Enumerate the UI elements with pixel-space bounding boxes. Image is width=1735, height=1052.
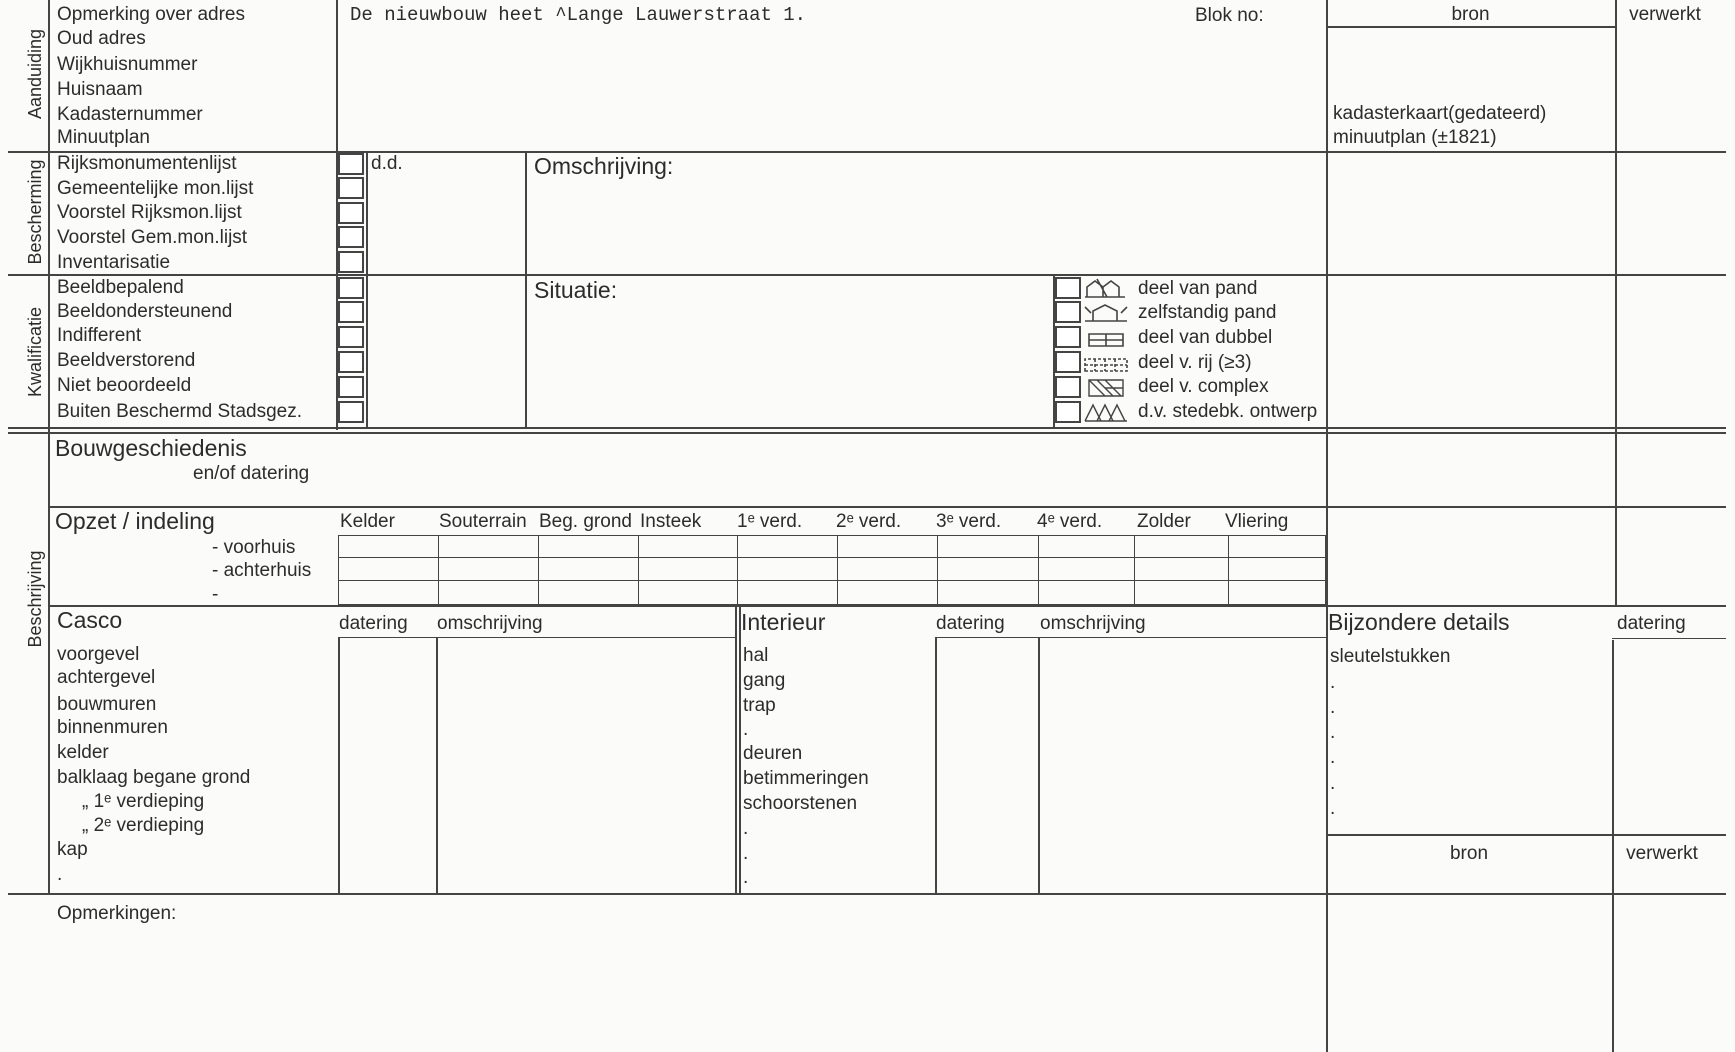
situatie-option: deel van dubbel <box>1138 327 1273 348</box>
opzet-row-label: - achterhuis <box>212 560 312 581</box>
interieur-datering-header: datering <box>936 613 1005 634</box>
bron-header: bron <box>1451 4 1490 25</box>
rule-bron-footer-top <box>1326 834 1726 836</box>
typed-address-note[interactable]: De nieuwbouw heet ^Lange Lauwerstraat 1. <box>350 4 807 26</box>
opzet-row-label: - <box>212 584 219 605</box>
rule-opzet-bottom <box>48 605 1726 607</box>
casco-item: kap <box>57 839 88 860</box>
omschrijving-label: Omschrijving: <box>534 153 674 179</box>
interieur-col-omschrijving <box>1038 637 1040 893</box>
interieur-item: . <box>743 843 749 864</box>
situatie-label: Situatie: <box>534 277 618 303</box>
casco-item: voorgevel <box>57 644 140 665</box>
section-label-beschrijving: Beschrijving <box>25 550 45 648</box>
floor-header: Zolder <box>1137 511 1191 532</box>
kwalificatie-item: Buiten Beschermd Stadsgez. <box>57 401 303 422</box>
bron-footer: bron <box>1449 843 1489 864</box>
situatie-option: deel van pand <box>1138 278 1258 299</box>
casco-header-rule <box>338 637 736 638</box>
casco-item: bouwmuren <box>57 694 157 715</box>
blok-no-label: Blok no: <box>1195 5 1264 26</box>
floor-header: 1ᵉ verd. <box>737 511 803 532</box>
bouwgeschiedenis-label: Bouwgeschiedenis <box>55 435 247 461</box>
bron-item: kadasterkaart(gedateerd) <box>1333 103 1547 124</box>
checkbox-niet-beoordeeld[interactable] <box>338 376 364 398</box>
verwerkt-header: verwerkt <box>1629 4 1701 25</box>
rule-bron-footer-bottom <box>1326 893 1726 895</box>
interieur-header-rule <box>936 637 1326 638</box>
casco-item: „ 1ᵉ verdieping <box>82 791 205 812</box>
floor-grid-col <box>1038 535 1039 605</box>
situatie-option: d.v. stedebk. ontwerp <box>1138 401 1318 422</box>
casco-item: . <box>57 864 63 885</box>
bijzondere-item: . <box>1330 798 1336 819</box>
checkbox-voorstel-gem[interactable] <box>338 226 364 248</box>
checkbox-dv-stedebk-ontwerp[interactable] <box>1055 401 1081 423</box>
checkbox-zelfstandig-pand[interactable] <box>1055 301 1081 323</box>
house-part-icon <box>1083 277 1129 299</box>
bijzondere-item: . <box>1330 722 1336 743</box>
interieur-item: trap <box>743 695 776 716</box>
floor-header: 3ᵉ verd. <box>936 511 1002 532</box>
section-label-bescherming: Bescherming <box>25 159 45 265</box>
bijzondere-item: . <box>1330 773 1336 794</box>
bescherming-item: Voorstel Gem.mon.lijst <box>57 227 248 248</box>
floor-header: 4ᵉ verd. <box>1037 511 1103 532</box>
kwalificatie-item: Indifferent <box>57 325 142 346</box>
floor-grid-col <box>538 535 539 605</box>
row-house-icon <box>1083 351 1129 373</box>
casco-col-omschrijving <box>436 637 438 893</box>
bijzondere-header-rule <box>1612 638 1726 639</box>
bron-item: minuutplan (±1821) <box>1333 127 1497 148</box>
checkbox-beeldverstorend[interactable] <box>338 351 364 373</box>
interieur-item: hal <box>743 645 769 666</box>
kwalificatie-item: Beeldondersteunend <box>57 301 233 322</box>
casco-item: balklaag begane grond <box>57 767 251 788</box>
col-rule-verwerkt <box>1615 0 1617 605</box>
floor-header: Insteek <box>640 511 702 532</box>
interieur-rule-left-2 <box>739 605 741 893</box>
interieur-item: gang <box>743 670 786 691</box>
casco-omschrijving-header: omschrijving <box>437 613 543 634</box>
bijzondere-item: . <box>1330 672 1336 693</box>
floor-header: Beg. grond <box>539 511 632 532</box>
dd-label: d.d. <box>371 153 403 174</box>
casco-datering-header: datering <box>339 613 408 634</box>
section-label-kwalificatie: Kwalificatie <box>25 306 45 398</box>
col-rule-boxes <box>366 152 368 428</box>
complex-icon <box>1083 376 1129 398</box>
field-label: Opmerking over adres <box>57 4 245 25</box>
casco-item: achtergevel <box>57 667 156 688</box>
interieur-item: . <box>743 719 749 740</box>
checkbox-voorstel-rijksmon[interactable] <box>338 202 364 224</box>
bescherming-item: Voorstel Rijksmon.lijst <box>57 202 242 223</box>
floor-header: Souterrain <box>439 511 527 532</box>
detached-house-icon <box>1083 301 1129 323</box>
bijzondere-item: . <box>1330 697 1336 718</box>
casco-item: binnenmuren <box>57 717 168 738</box>
interieur-item: . <box>743 818 749 839</box>
rule-top-header <box>1326 26 1616 28</box>
rule-kwalificatie-bottom-2 <box>8 432 1726 434</box>
field-label: Minuutplan <box>57 127 150 148</box>
floor-grid-col <box>837 535 838 605</box>
bijzondere-item: . <box>1330 747 1336 768</box>
rule-anduiding-bottom <box>8 151 1726 153</box>
semi-detached-icon <box>1083 326 1129 348</box>
left-rule <box>48 0 50 894</box>
floor-header: 2ᵉ verd. <box>836 511 902 532</box>
floor-header: Vliering <box>1225 511 1289 532</box>
casco-item: kelder <box>57 742 109 763</box>
opzet-label: Opzet / indeling <box>55 508 215 534</box>
urban-design-icon <box>1083 401 1129 423</box>
checkbox-gemeentelijke[interactable] <box>338 177 364 199</box>
interieur-col-datering <box>935 637 937 893</box>
bijzondere-details-label: Bijzondere details <box>1328 609 1510 635</box>
floor-grid-col <box>438 535 439 605</box>
checkbox-deel-van-pand[interactable] <box>1055 277 1081 299</box>
checkbox-inventarisatie[interactable] <box>338 251 364 273</box>
datering-sub-label: en/of datering <box>193 463 310 484</box>
checkbox-rijksmonumentenlijst[interactable] <box>338 153 364 175</box>
floor-grid-col <box>1134 535 1135 605</box>
floor-grid-row <box>338 580 1326 581</box>
interieur-item: schoorstenen <box>743 793 858 814</box>
opmerkingen-label: Opmerkingen: <box>57 903 177 924</box>
field-label: Huisnaam <box>57 79 143 100</box>
floor-grid-col <box>737 535 738 605</box>
floor-grid-col <box>1228 535 1229 605</box>
rule-bescherming-bottom <box>8 274 1726 276</box>
verwerkt-footer: verwerkt <box>1626 843 1698 864</box>
interieur-item: betimmeringen <box>743 768 869 789</box>
kwalificatie-item: Beeldverstorend <box>57 350 196 371</box>
situatie-option: zelfstandig pand <box>1138 302 1277 323</box>
bescherming-item: Inventarisatie <box>57 252 171 273</box>
checkbox-deel-v-complex[interactable] <box>1055 376 1081 398</box>
situatie-option: deel v. rij (≥3) <box>1138 352 1252 373</box>
checkbox-beeldbepalend[interactable] <box>338 277 364 299</box>
checkbox-deel-van-dubbel[interactable] <box>1055 326 1081 348</box>
interieur-item: deuren <box>743 743 803 764</box>
col-rule-omschrijving <box>525 152 527 428</box>
checkbox-deel-v-rij[interactable] <box>1055 351 1081 373</box>
bijzondere-datering-header: datering <box>1617 613 1686 634</box>
bescherming-item: Rijksmonumentenlijst <box>57 153 237 174</box>
floor-grid-col <box>937 535 938 605</box>
rule-bouwgeschiedenis-bottom <box>48 506 1726 508</box>
section-label-anduiding: Aanduiding <box>25 28 45 120</box>
checkbox-buiten-beschermd[interactable] <box>338 401 364 423</box>
opzet-row-label: - voorhuis <box>212 537 296 558</box>
interieur-label: Interieur <box>741 609 826 635</box>
casco-label: Casco <box>57 607 123 633</box>
interieur-item: . <box>743 867 749 888</box>
casco-item: „ 2ᵉ verdieping <box>82 815 205 836</box>
field-label: Wijkhuisnummer <box>57 54 198 75</box>
kwalificatie-item: Niet beoordeeld <box>57 375 192 396</box>
casco-col-datering <box>338 637 340 893</box>
bijzondere-item: sleutelstukken <box>1330 646 1451 667</box>
floor-grid-row <box>338 557 1326 558</box>
interieur-omschrijving-header: omschrijving <box>1040 613 1146 634</box>
interieur-rule-left <box>735 605 737 893</box>
checkbox-beeldondersteunend[interactable] <box>338 301 364 323</box>
bescherming-item: Gemeentelijke mon.lijst <box>57 178 254 199</box>
field-label: Kadasternummer <box>57 104 203 125</box>
floor-grid[interactable] <box>338 535 1326 605</box>
field-label: Oud adres <box>57 28 146 49</box>
floor-grid-col <box>638 535 639 605</box>
checkbox-indifferent[interactable] <box>338 326 364 348</box>
situatie-option: deel v. complex <box>1138 376 1269 397</box>
floor-header: Kelder <box>340 511 395 532</box>
rule-kwalificatie-bottom-1 <box>8 427 1726 429</box>
kwalificatie-item: Beeldbepalend <box>57 277 184 298</box>
